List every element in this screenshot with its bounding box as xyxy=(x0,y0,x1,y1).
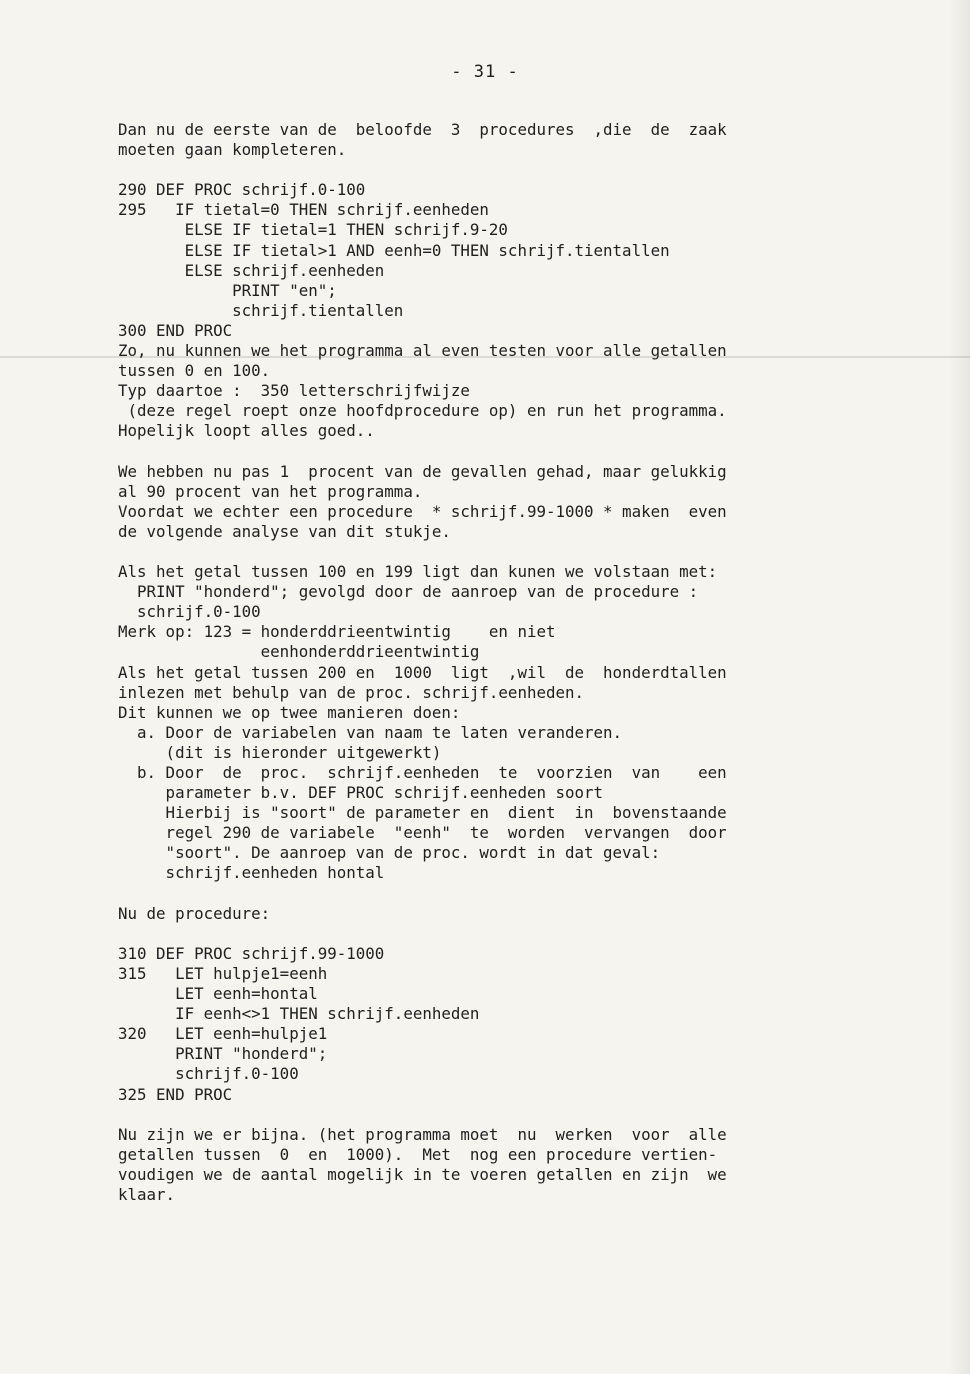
text-line: (dit is hieronder uitgewerkt) xyxy=(118,742,442,762)
text-line: Merk op: 123 = honderddrieentwintig en niet xyxy=(118,622,556,642)
text-line: PRINT "honderd"; xyxy=(118,1044,328,1064)
text-line: schrijf.0-100 xyxy=(118,1064,299,1084)
text-line: 310 DEF PROC schrijf.99-1000 xyxy=(118,943,385,963)
text-line: ELSE IF tietal>1 AND eenh=0 THEN schrijf.tientallen xyxy=(118,240,670,260)
text-line: PRINT "en"; xyxy=(118,280,337,300)
text-line: 295 IF tietal=0 THEN schrijf.eenheden xyxy=(118,200,489,220)
blank-line xyxy=(118,160,878,180)
text-line: getallen tussen 0 en 1000). Met nog een procedure vertien- xyxy=(118,1144,718,1164)
blank-line xyxy=(118,442,878,462)
text-line: schrijf.eenheden hontal xyxy=(118,863,385,883)
text-line: b. Door de proc. schrijf.eenheden te voorzien van een xyxy=(118,763,727,782)
text-line: PRINT "honderd"; gevolgd door de aanroep van de procedure : xyxy=(118,582,699,602)
text-line: Nu de procedure: xyxy=(118,903,271,923)
blank-line xyxy=(118,1105,878,1125)
text-line: de volgende analyse van dit stukje. xyxy=(118,521,451,541)
text-line: 320 LET eenh=hulpje1 xyxy=(118,1024,328,1044)
text-line: al 90 procent van het programma. xyxy=(118,481,423,501)
text-line: "soort". De aanroep van de proc. wordt in dat geval: xyxy=(118,843,661,863)
text-line: ELSE schrijf.eenheden xyxy=(118,260,385,280)
text-line: moeten gaan kompleteren. xyxy=(118,140,347,160)
text-line: Als het getal tussen 100 en 199 ligt dan kunen we volstaan met: xyxy=(118,562,718,582)
document-body xyxy=(118,120,878,1205)
text-line: Als het getal tussen 200 en 1000 ligt ,wil de honderdtallen xyxy=(118,662,727,682)
text-line: 290 DEF PROC schrijf.0-100 xyxy=(118,180,366,200)
page-number: - 31 - xyxy=(451,62,519,82)
text-line: schrijf.0-100 xyxy=(118,602,261,622)
text-line: LET eenh=hontal xyxy=(118,984,318,1004)
text-line: 325 END PROC xyxy=(118,1084,233,1104)
text-line: a. Door de variabelen van naam te laten veranderen. xyxy=(118,722,623,742)
text-line: inlezen met behulp van de proc. schrijf.eenheden. xyxy=(118,682,585,702)
blank-line xyxy=(118,924,878,944)
text-line: Nu zijn we er bijna. (het programma moet nu werken voor alle xyxy=(118,1124,727,1144)
text-line: schrijf.tientallen xyxy=(118,300,404,320)
text-line: klaar. xyxy=(118,1184,176,1204)
text-line: (deze regel roept onze hoofdprocedure op) en run het programma. xyxy=(118,401,727,421)
text-line: 300 END PROC xyxy=(118,320,233,340)
text-line: 315 LET hulpje1=eenh xyxy=(118,963,328,983)
text-line: Zo, nu kunnen we het programma al even testen voor alle getallen xyxy=(118,341,727,361)
text-line: Hierbij is "soort" de parameter en dient in bovenstaande xyxy=(118,803,727,823)
text-line: regel 290 de variabele "eenh" te worden vervangen door xyxy=(118,823,727,843)
text-line: Dan nu de eerste van de beloofde 3 procedures ,die de zaak xyxy=(118,120,727,139)
text-line: We hebben nu pas 1 procent van de gevallen gehad, maar gelukkig xyxy=(118,461,727,481)
text-line: eenhonderddrieentwintig xyxy=(118,642,480,662)
text-line: voudigen we de aantal mogelijk in te voeren getallen en zijn we xyxy=(118,1164,727,1184)
text-line: parameter b.v. DEF PROC schrijf.eenheden soort xyxy=(118,783,604,803)
blank-line xyxy=(118,884,878,904)
text-line: tussen 0 en 100. xyxy=(118,361,271,381)
text-line: Voordat we echter een procedure * schrijf.99-1000 * maken even xyxy=(118,501,727,521)
text-line: Typ daartoe : 350 letterschrijfwijze xyxy=(118,381,470,401)
blank-line xyxy=(118,542,878,562)
text-line: Hopelijk loopt alles goed.. xyxy=(118,421,375,441)
text-line: IF eenh<>1 THEN schrijf.eenheden xyxy=(118,1004,480,1024)
text-line: Dit kunnen we op twee manieren doen: xyxy=(118,702,461,722)
scan-edge-shadow xyxy=(948,0,970,1374)
text-line: ELSE IF tietal=1 THEN schrijf.9-20 xyxy=(118,220,508,240)
